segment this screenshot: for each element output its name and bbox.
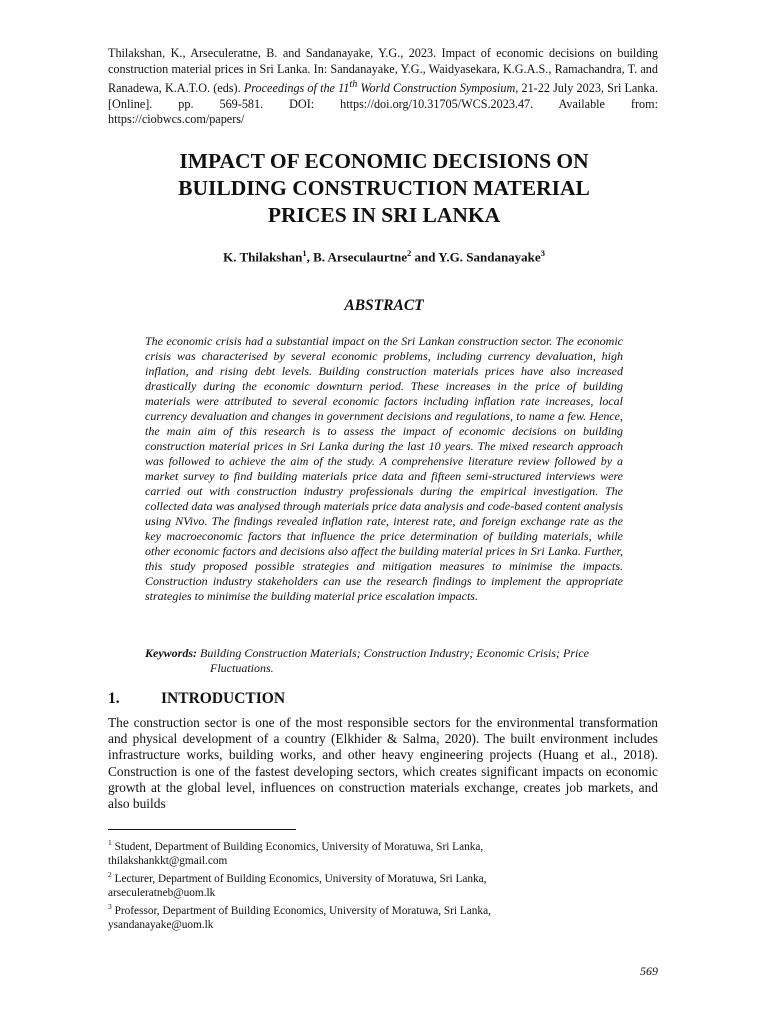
author-list (100, 248, 668, 265)
author-3-mark: 3 (540, 248, 545, 258)
footnote-3-mark: 3 (108, 902, 112, 912)
section-heading (108, 690, 658, 708)
abstract-body: The economic crisis had a substantial impact on the Sri Lankan construction sector. The economic crisis was characterised by several economic problems, including currency devaluation, high inflation, and rising debt levels. Building construction materials prices have also increased drastically during the economic downturn period. These increases in the price of building materials were attributed to several economic factors including inflation rate increases, local currency devaluation and changes in government decisions and regulations, to name a few. Hence, the main aim of this research is to assess the impact of economic decisions on building construction material prices in Sri Lanka during the last 10 years. The mixed research approach was followed to achieve the aim of the study. A comprehensive literature review followed by a market survey to find building materials price data and fifteen semi-structured interviews were carried out with construction industry professionals during the empirical investigation. The collected data was analysed through materials price data analysis and code-based content analysis using NVivo. The findings revealed inflation rate, interest rate, and foreign exchange rate as the key macroeconomic factors that influence the price determination of building materials, while other economic factors and decisions also affect the building material prices in Sri Lanka. Further, this study proposed possible strategies and mitigation measures to minimise the impacts. Construction industry stakeholders can use the research findings to implement the appropriate strategies to minimise the building material price escalation impacts. (145, 334, 623, 603)
citation-tail: , 21-22 July 2023, Sri Lanka. [Online]. pp. 569-581. DOI: https://doi.org/10.31705/WCS.2023.47. Available from: https://ciobwcs.com/papers/ (108, 81, 658, 127)
footnote-2-email: arseculeratneb@uom.lk (108, 887, 216, 900)
footnote-1-mark: 1 (108, 838, 112, 847)
citation-proc-prefix: Proceedings of the 11 (243, 81, 350, 96)
keywords (145, 646, 623, 676)
footnote-1 (108, 836, 658, 868)
author-2-mark: 2 (406, 248, 412, 258)
footnote-2-mark: 2 (108, 870, 112, 880)
title-line-2: BUILDING CONSTRUCTION MATERIAL (178, 176, 590, 200)
page-number: 569 (640, 964, 658, 978)
author-1: K. Thilakshan (223, 249, 303, 265)
footnote-2 (108, 868, 658, 900)
citation-header (108, 46, 658, 128)
keywords-label: Keywords: (145, 646, 197, 660)
author-3: and Y.G. Sandanayake (411, 249, 541, 265)
keywords-text: Building Construction Materials; Construction Industry; Economic Crisis; Price Fluctuations. (197, 646, 589, 675)
citation-proc-sup: th (349, 79, 358, 90)
footnotes (108, 836, 658, 933)
abstract-heading: ABSTRACT (344, 297, 424, 314)
title-line-3: PRICES IN SRI LANKA (267, 203, 501, 227)
footnote-3-email: ysandanayake@uom.lk (108, 919, 214, 932)
author-2: , B. Arseculaurtne (306, 249, 407, 265)
introduction-paragraph: The construction sector is one of the most responsible sectors for the environmental transformation and physical development of a country (Elkhider & Salma, 2020). The built environment includes infrastructure works, building works, and other heavy engineering projects (Huang et al., 2018). Construction is one of the fastest developing sectors, which creates significant impacts on economic growth at the global level, influences on construction materials exchange, creates job markets, and also builds (108, 715, 658, 812)
footnote-1-email: thilakshankkt@gmail.com (108, 854, 228, 867)
footnote-3 (108, 900, 658, 932)
author-1-mark: 1 (302, 248, 307, 258)
footnote-divider (108, 829, 296, 830)
title-line-1: IMPACT OF ECONOMIC DECISIONS ON (179, 149, 589, 173)
citation-lead: Thilakshan, K., Arseculeratne, B. and Sandanayake, Y.G., 2023. Impact of economic decisions on building construction material prices in Sri Lanka. In: Sandanayake, Y.G., Waidyasekara, K.G.A.S., Ramachandra, T. and Ranadewa, K.A.T.O. (eds). (108, 46, 658, 96)
section-title: INTRODUCTION (161, 690, 286, 707)
citation-proc-suffix: World Construction Symposium (357, 81, 516, 96)
footnote-1-affiliation: Student, Department of Building Economics, University of Moratuwa, Sri Lanka, (111, 840, 484, 853)
section-number: 1. (108, 690, 120, 707)
footnote-2-affiliation: Lecturer, Department of Building Economics, University of Moratuwa, Sri Lanka, (111, 872, 487, 885)
footnote-3-affiliation: Professor, Department of Building Economics, University of Moratuwa, Sri Lanka, (111, 905, 491, 918)
paper-title (100, 148, 668, 229)
citation-proceedings (244, 81, 515, 95)
